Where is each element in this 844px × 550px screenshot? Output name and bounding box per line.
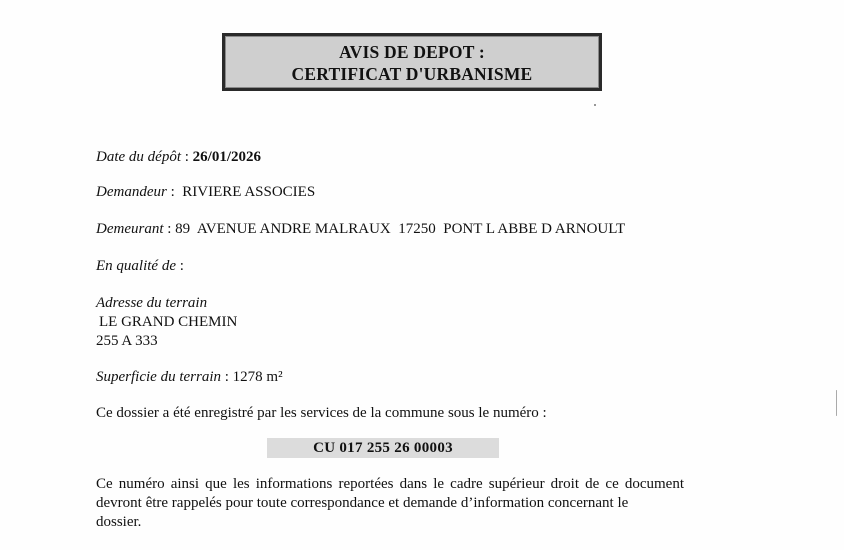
scan-edge-mark [836,390,837,416]
residence-label: Demeurant [96,221,164,237]
land-address-line-2: 255 A 333 [96,333,158,349]
residence-value: 89 AVENUE ANDRE MALRAUX 17250 PONT L ABBE D ARNOULT [175,221,626,237]
land-area-row [96,368,283,386]
title-line-2: CERTIFICAT D'URBANISME [291,64,533,84]
title-line-1: AVIS DE DEPOT : [339,42,485,62]
closing-paragraph-main: Ce numéro ainsi que les informations reportées dans le cadre supérieur droit de ce document devront être rappelés pour toute correspondance et demande d’information concernant le [96,476,684,511]
capacity-label: En qualité de [96,258,176,274]
deposit-date-label: Date du dépôt [96,149,181,165]
land-address-line-1: LE GRAND CHEMIN [99,314,238,330]
applicant-label: Demandeur [96,184,167,200]
closing-paragraph-last-line: dossier. [96,514,142,530]
deposit-date-row [96,148,261,166]
registration-text: Ce dossier a été enregistré par les services de la commune sous le numéro : [96,405,547,421]
applicant-row [96,183,315,201]
land-area-value: 1278 m² [232,369,283,385]
file-number: CU 017 255 26 00003 [267,438,499,458]
capacity-row [96,257,184,275]
land-area-separator: : [220,369,233,385]
deposit-date-value: 26/01/2026 [192,149,261,165]
land-address-label: Adresse du terrain [96,295,208,311]
scan-speck [594,104,596,106]
residence-separator: : [163,221,176,237]
capacity-separator: : [175,258,184,274]
closing-paragraph [96,475,684,532]
land-area-label: Superficie du terrain [96,369,221,385]
deposit-date-separator: : [180,149,193,165]
applicant-value: RIVIERE ASSOCIES [182,184,316,200]
applicant-separator: : [166,184,183,200]
residence-row [96,220,625,238]
document-title-box [222,33,602,91]
